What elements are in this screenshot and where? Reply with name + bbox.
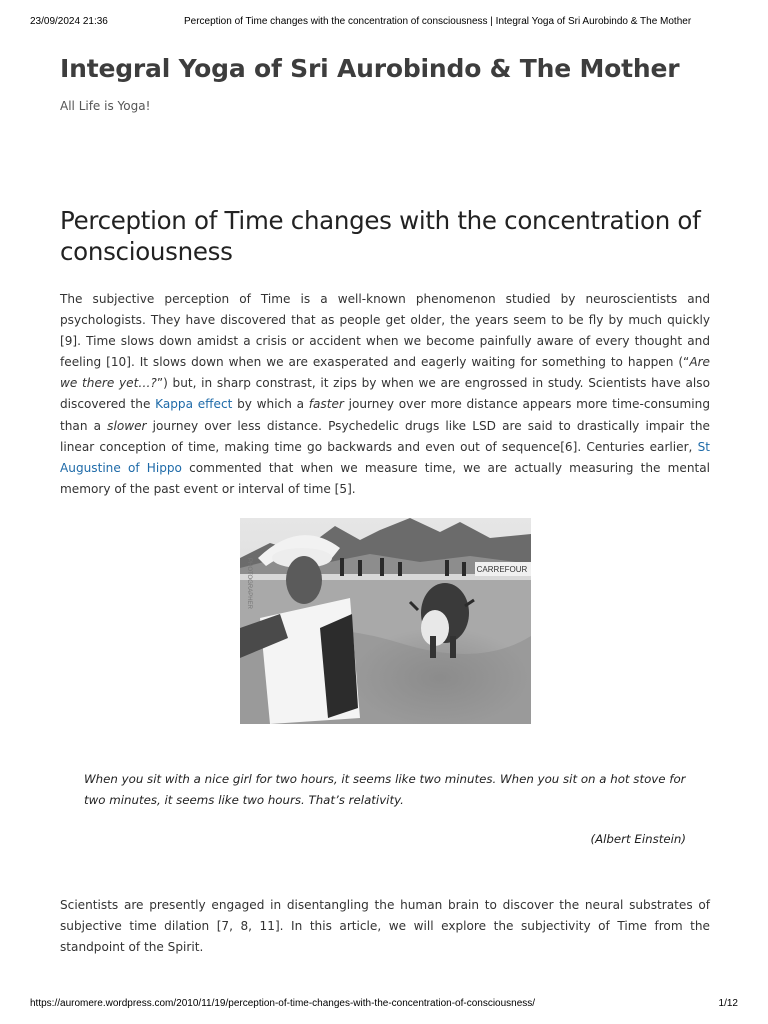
einstein-quote: When you sit with a nice girl for two hours, it seems like two minutes. When you sit on a hot stove for two minutes, it seems like two hours. That’s relativity.: [84, 772, 686, 807]
intro-emphasis-slower: slower: [107, 418, 147, 433]
intro-text-5: journey over less distance. Psychedelic drugs like LSD are said to drastically impair the linear conception of time, making time go backwards and even out of sequence[6]. Centuries earlier,: [60, 418, 710, 454]
intro-emphasis-faster: faster: [308, 397, 344, 412]
site-tagline: All Life is Yoga!: [60, 99, 151, 113]
intro-text-4: journey over more distance appears more time-consuming than a: [60, 397, 710, 433]
intro-text-6: commented that when we measure time, we are actually measuring the mental memory of the past event or interval of time [5].: [60, 460, 710, 496]
post-title: Perception of Time changes with the concentration of consciousness: [60, 206, 701, 266]
intro-paragraph: [60, 289, 710, 500]
arena-banner-text: CARREFOUR: [476, 565, 528, 574]
print-url: https://auromere.wordpress.com/2010/11/19/perception-of-time-changes-with-the-concentration-of-consciousness/: [30, 998, 536, 1009]
site-title[interactable]: Integral Yoga of Sri Aurobindo & The Mother: [60, 54, 680, 83]
print-page-number: 1/12: [718, 998, 738, 1009]
print-datetime: 23/09/2024 21:36: [30, 16, 108, 27]
photo-watermark: PHOTOGRAPHER: [246, 558, 252, 609]
st-augustine-link[interactable]: St Augustine of Hippo: [60, 439, 710, 475]
intro-emphasis-are-we-there: Are we there yet…?: [60, 355, 710, 391]
intro-text-1: The subjective perception of Time is a well-known phenomenon studied by neuroscientists and psychologists. They have discovered that as people get older, the years seem to be fly by much quickly [9]. Time slows down amidst a crisis or accident when we become painfully aware of every thought and feeling [10]. It slows down when we are exasperated and eagerly waiting for something to happen (“: [60, 292, 710, 370]
intro-text-2: ”) but, in sharp constrast, it zips by when we are engrossed in study. Scientists have also discovered the: [60, 376, 710, 412]
second-paragraph: Scientists are presently engaged in disentangling the human brain to discover the neural substrates of subjective time dilation [7, 8, 11]. In this article, we will explore the subjectivity of Time from the standpoint of the Spirit.: [60, 898, 710, 955]
kappa-effect-link[interactable]: Kappa effect: [155, 397, 233, 412]
intro-text-3: by which a: [232, 397, 309, 412]
print-page-title: Perception of Time changes with the concentration of consciousness | Integral Yoga of Sri Aurobindo & The Mother: [184, 16, 692, 27]
rodeo-photo: [240, 518, 531, 724]
quote-attribution: (Albert Einstein): [590, 832, 686, 846]
